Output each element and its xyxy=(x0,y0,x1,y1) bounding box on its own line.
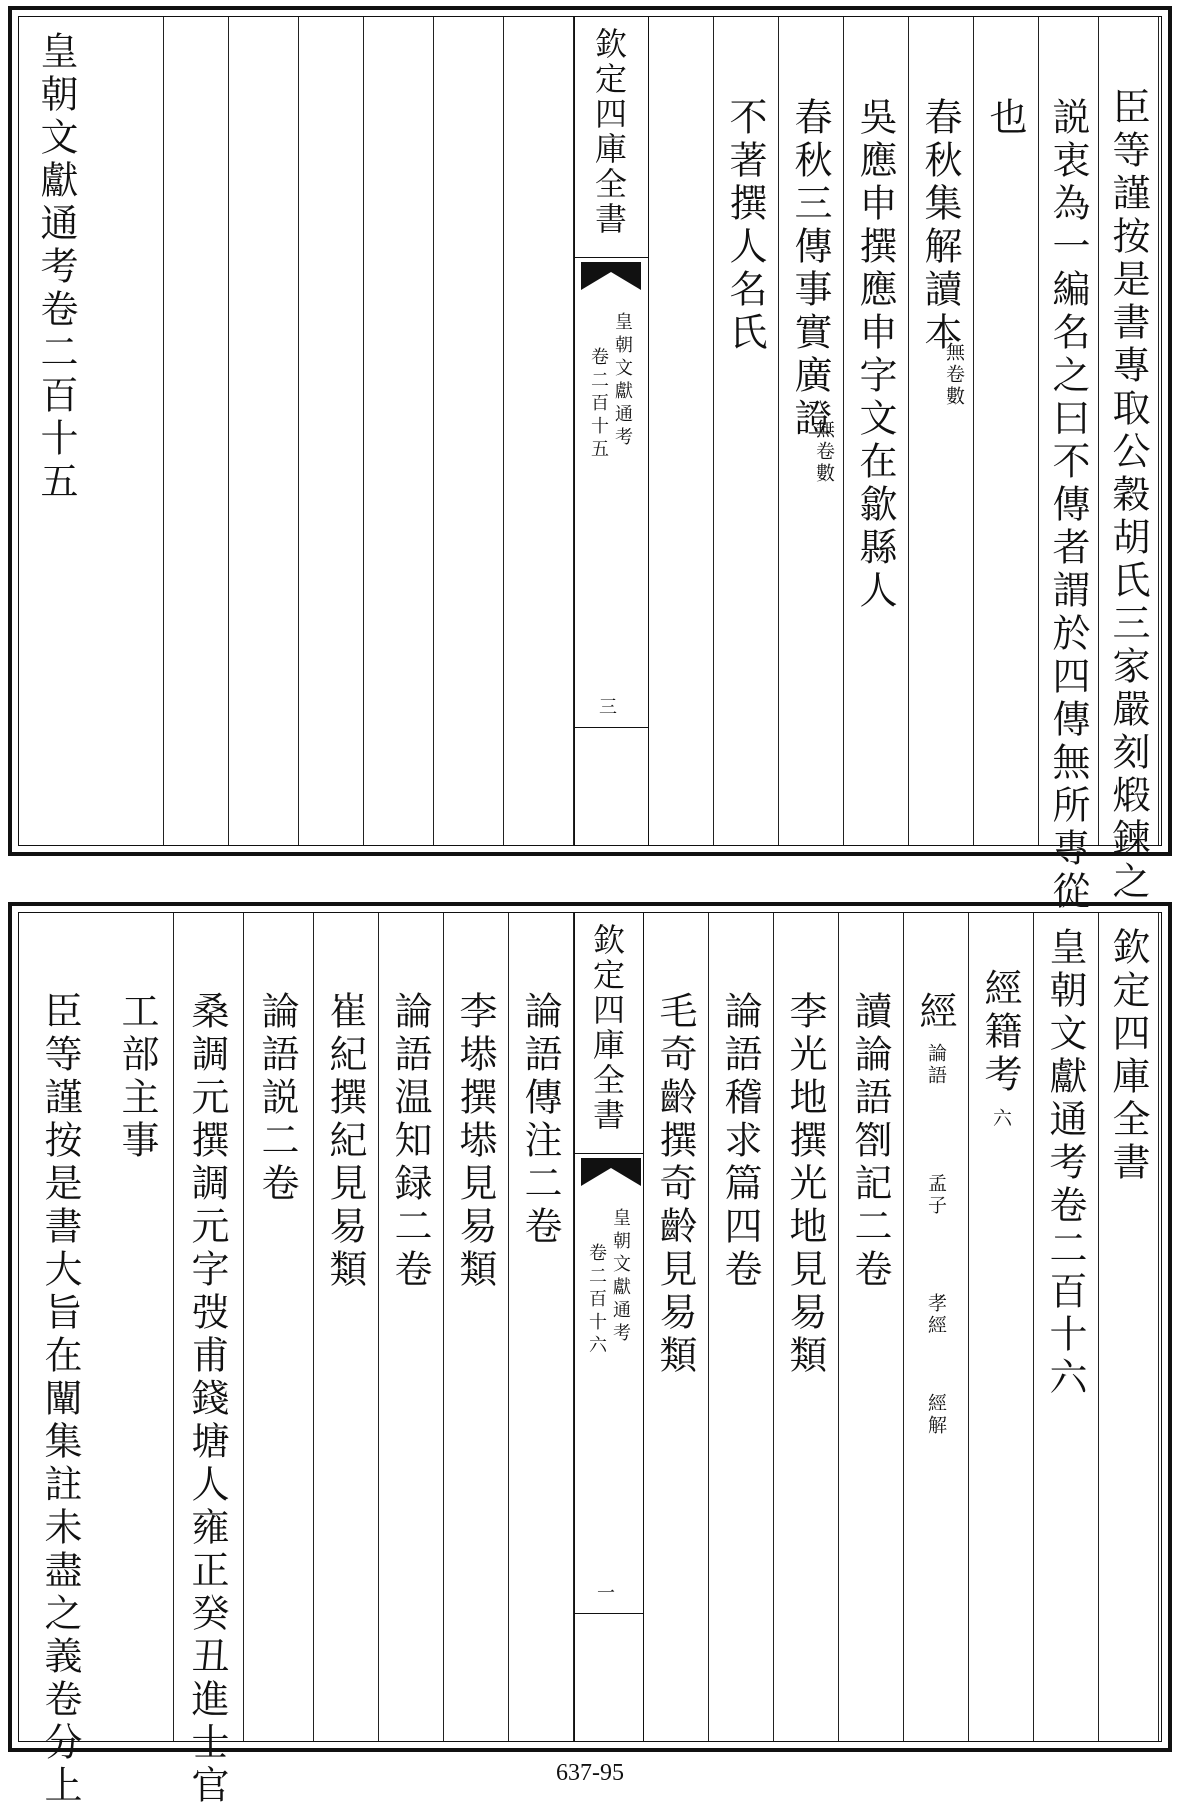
bottom-col-6 xyxy=(774,913,839,1741)
top-center-title: 欽定四庫全書 xyxy=(590,27,628,237)
bottom-col-1 xyxy=(1099,913,1159,1741)
top-col-6 xyxy=(779,17,844,845)
bottom-sub-4c: 孝經 xyxy=(925,1293,947,1337)
fish-tail-icon xyxy=(581,1158,641,1186)
bottom-text-13: 論語説二卷 xyxy=(255,991,299,1206)
top-col-12 xyxy=(299,17,364,845)
bottom-sub-4a: 論語 xyxy=(925,1043,947,1087)
bottom-text-3: 經籍考 xyxy=(978,968,1022,1097)
top-col-9 xyxy=(504,17,574,845)
bottom-col-12 xyxy=(314,913,379,1741)
top-text-5: 吳應申撰應申字文在歙縣人 xyxy=(853,97,897,613)
bottom-sub-4d: 經解 xyxy=(925,1393,947,1437)
bottom-text-4: 經 xyxy=(913,991,957,1034)
top-center-fold xyxy=(574,17,649,845)
bottom-text-12: 崔紀撰紀見易類 xyxy=(323,991,367,1292)
top-note-6: 無卷數 xyxy=(813,419,835,485)
bottom-text-6: 李光地撰光地見易類 xyxy=(783,991,827,1378)
top-col-1 xyxy=(1099,17,1159,904)
top-page xyxy=(8,6,1172,914)
top-text-1: 臣等謹按是書專取公穀胡氏三家嚴刻煅鍊之 xyxy=(1106,87,1150,904)
bottom-center-title: 欽定四庫全書 xyxy=(588,923,626,1133)
top-center-volume: 卷二百十五 xyxy=(588,347,609,462)
bottom-center-page: 一 xyxy=(594,1583,615,1606)
bottom-col-5 xyxy=(839,913,904,1741)
bottom-center-subtitle: 皇朝文獻通考 xyxy=(610,1208,631,1346)
top-center-subtitle: 皇朝文獻通考 xyxy=(612,312,633,450)
bottom-col-11 xyxy=(379,913,444,1741)
top-col-10 xyxy=(434,17,504,845)
bottom-col-8 xyxy=(644,913,709,1741)
top-text-2: 説衷為一編名之曰不傳者謂於四傳無所專從 xyxy=(1046,97,1090,914)
top-col-11 xyxy=(364,17,434,845)
top-col-5 xyxy=(844,17,909,845)
top-center-page: 三 xyxy=(596,697,617,720)
bottom-text-11: 論語温知録二卷 xyxy=(388,991,432,1292)
top-note-4: 無卷數 xyxy=(943,342,965,408)
top-col-13 xyxy=(229,17,299,845)
bottom-text-14: 桑調元撰調元字弢甫錢塘人雍正癸丑進士官 xyxy=(185,991,229,1808)
bottom-text-5: 讀論語劄記二卷 xyxy=(848,991,892,1292)
bottom-text-16: 臣等謹按是書大旨在闡集註未盡之義卷分上 xyxy=(38,991,82,1808)
bottom-text-9: 論語傳注二卷 xyxy=(518,991,562,1249)
top-text-7: 不著撰人名氏 xyxy=(723,97,767,355)
top-col-8 xyxy=(649,17,714,845)
bottom-center-fold xyxy=(574,913,644,1741)
bottom-text-2: 皇朝文獻通考卷二百十六 xyxy=(1043,927,1087,1400)
bottom-center-volume: 卷二百十六 xyxy=(586,1243,607,1358)
top-col-4 xyxy=(909,17,974,845)
bottom-text-10: 李塨撰塨見易類 xyxy=(453,991,497,1292)
bottom-col-14 xyxy=(174,913,244,1808)
bottom-col-15 xyxy=(104,913,174,1741)
bottom-text-15: 工部主事 xyxy=(115,991,159,1163)
fish-tail-icon xyxy=(581,262,641,290)
top-text-4: 春秋集解讀本 xyxy=(918,97,962,355)
top-text-3: 也 xyxy=(983,97,1027,140)
bottom-col-4 xyxy=(904,913,969,1741)
bottom-col-10 xyxy=(444,913,509,1741)
top-col-2 xyxy=(1039,17,1099,914)
top-col-3 xyxy=(974,17,1039,845)
page-number-footer: 637-95 xyxy=(556,1760,624,1786)
bottom-col-7 xyxy=(709,913,774,1741)
top-col-16 xyxy=(19,17,99,845)
bottom-col-9 xyxy=(509,913,574,1741)
top-text-6: 春秋三傳事實廣證 xyxy=(788,97,832,441)
bottom-note-3: 六 xyxy=(990,1108,1012,1130)
bottom-sub-4b: 孟子 xyxy=(925,1173,947,1217)
top-end-title: 皇朝文獻通考卷二百十五 xyxy=(34,31,78,504)
bottom-col-2 xyxy=(1034,913,1099,1741)
bottom-text-7: 論語稽求篇四卷 xyxy=(718,991,762,1292)
top-col-14 xyxy=(164,17,229,845)
bottom-col-16 xyxy=(19,913,104,1808)
bottom-text-1: 欽定四庫全書 xyxy=(1106,927,1150,1185)
bottom-text-8: 毛奇齡撰奇齡見易類 xyxy=(653,991,697,1378)
bottom-col-13 xyxy=(244,913,314,1741)
top-col-15 xyxy=(99,17,164,845)
top-col-7 xyxy=(714,17,779,845)
bottom-col-3 xyxy=(969,913,1034,1741)
top-page-frame xyxy=(18,16,1162,914)
